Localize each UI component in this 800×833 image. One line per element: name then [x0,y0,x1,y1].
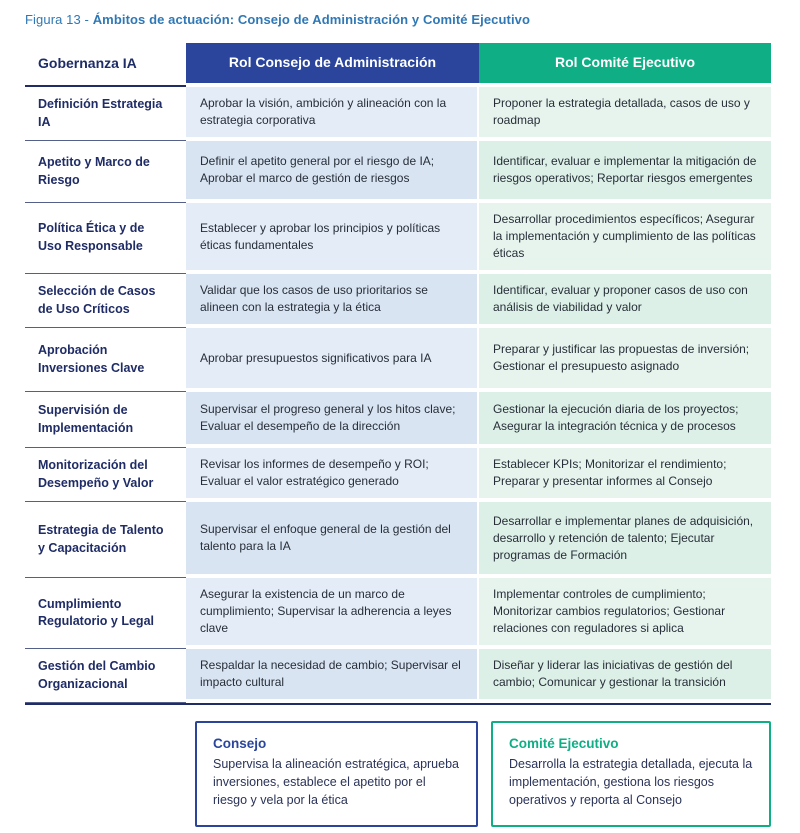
row-consejo-cell: Revisar los informes de desempeño y ROI; Evaluar el valor estratégico generado [186,448,479,502]
header-comite: Rol Comité Ejecutivo [479,43,771,87]
table-row [25,649,771,703]
row-comite-cell: Proponer la estrategia detallada, casos de uso y roadmap [479,87,771,141]
row-comite-cell: Preparar y justificar las propuestas de inversión; Gestionar el presupuesto asignado [479,328,771,392]
row-consejo-cell: Asegurar la existencia de un marco de cumplimiento; Supervisar la adherencia a leyes clave [186,578,479,649]
row-comite-cell: Implementar controles de cumplimiento; Monitorizar cambios regulatorios; Gestionar relaciones con reguladores si aplica [479,578,771,649]
consejo-summary-title: Consejo [213,736,267,752]
row-consejo-cell: Validar que los casos de uso prioritarios se alineen con la estrategia y la ética [186,274,479,328]
row-area-label: Definición Estrategia IA [25,87,186,141]
row-consejo-cell: Aprobar la visión, ambición y alineación con la estrategia corporativa [186,87,479,141]
table-row [25,328,771,392]
row-area-label: Cumplimiento Regulatorio y Legal [25,578,186,649]
table-row [25,448,771,502]
row-consejo-cell: Supervisar el enfoque general de la gestión del talento para la IA [186,502,479,578]
row-comite-cell: Diseñar y liderar las iniciativas de gestión del cambio; Comunicar y gestionar la transición [479,649,771,703]
table-row [25,578,771,649]
table-row [25,274,771,328]
row-comite-cell: Gestionar la ejecución diaria de los proyectos; Asegurar la integración técnica y de procesos [479,392,771,448]
figure-title-text: Ámbitos de actuación: Consejo de Administración y Comité Ejecutivo [92,12,531,27]
figure-label: Figura 13 - [25,12,93,27]
summary-legend [195,721,772,826]
row-area-label: Selección de Casos de Uso Críticos [25,274,186,328]
table-row [25,392,771,448]
table-row [25,141,771,203]
row-consejo-cell: Respaldar la necesidad de cambio; Supervisar el impacto cultural [186,649,479,703]
row-area-label: Supervisión de Implementación [25,392,186,448]
consejo-summary-box [195,721,478,826]
row-area-label: Apetito y Marco de Riesgo [25,141,186,203]
table-row [25,502,771,578]
table-header-row [25,43,771,87]
header-consejo: Rol Consejo de Administración [186,43,479,87]
row-area-label: Aprobación Inversiones Clave [25,328,186,392]
row-comite-cell: Identificar, evaluar e implementar la mitigación de riesgos operativos; Reportar riesgos emergentes [479,141,771,203]
comite-summary-text: Desarrolla la estrategia detallada, ejecuta la implementación, gestiona los riesgos operativos y reporta al Consejo [509,757,753,807]
row-consejo-cell: Supervisar el progreso general y los hitos clave; Evaluar el desempeño de la dirección [186,392,479,448]
table-row [25,203,771,274]
row-consejo-cell: Aprobar presupuestos significativos para IA [186,328,479,392]
row-area-label: Estrategia de Talento y Capacitación [25,502,186,578]
comite-summary-box [491,721,771,826]
row-area-label: Monitorización del Desempeño y Valor [25,448,186,502]
row-comite-cell: Establecer KPIs; Monitorizar el rendimiento; Preparar y presentar informes al Consejo [479,448,771,502]
consejo-summary-text: Supervisa la alineación estratégica, aprueba inversiones, establece el apetito por el riesgo y vela por la ética [213,757,459,807]
row-consejo-cell: Definir el apetito general por el riesgo de IA; Aprobar el marco de gestión de riesgos [186,141,479,203]
header-gobernanza: Gobernanza IA [25,43,186,87]
table-row [25,87,771,141]
comite-summary-title: Comité Ejecutivo [509,736,619,752]
governance-table [25,43,771,705]
row-area-label: Gestión del Cambio Organizacional [25,649,186,703]
figure-title [25,12,772,27]
row-comite-cell: Desarrollar e implementar planes de adquisición, desarrollo y retención de talento; Ejecutar programas de Formación [479,502,771,578]
row-comite-cell: Desarrollar procedimientos específicos; Asegurar la implementación y cumplimiento de las políticas éticas [479,203,771,274]
row-comite-cell: Identificar, evaluar y proponer casos de uso con análisis de viabilidad y valor [479,274,771,328]
row-area-label: Política Ética y de Uso Responsable [25,203,186,274]
row-consejo-cell: Establecer y aprobar los principios y políticas éticas fundamentales [186,203,479,274]
